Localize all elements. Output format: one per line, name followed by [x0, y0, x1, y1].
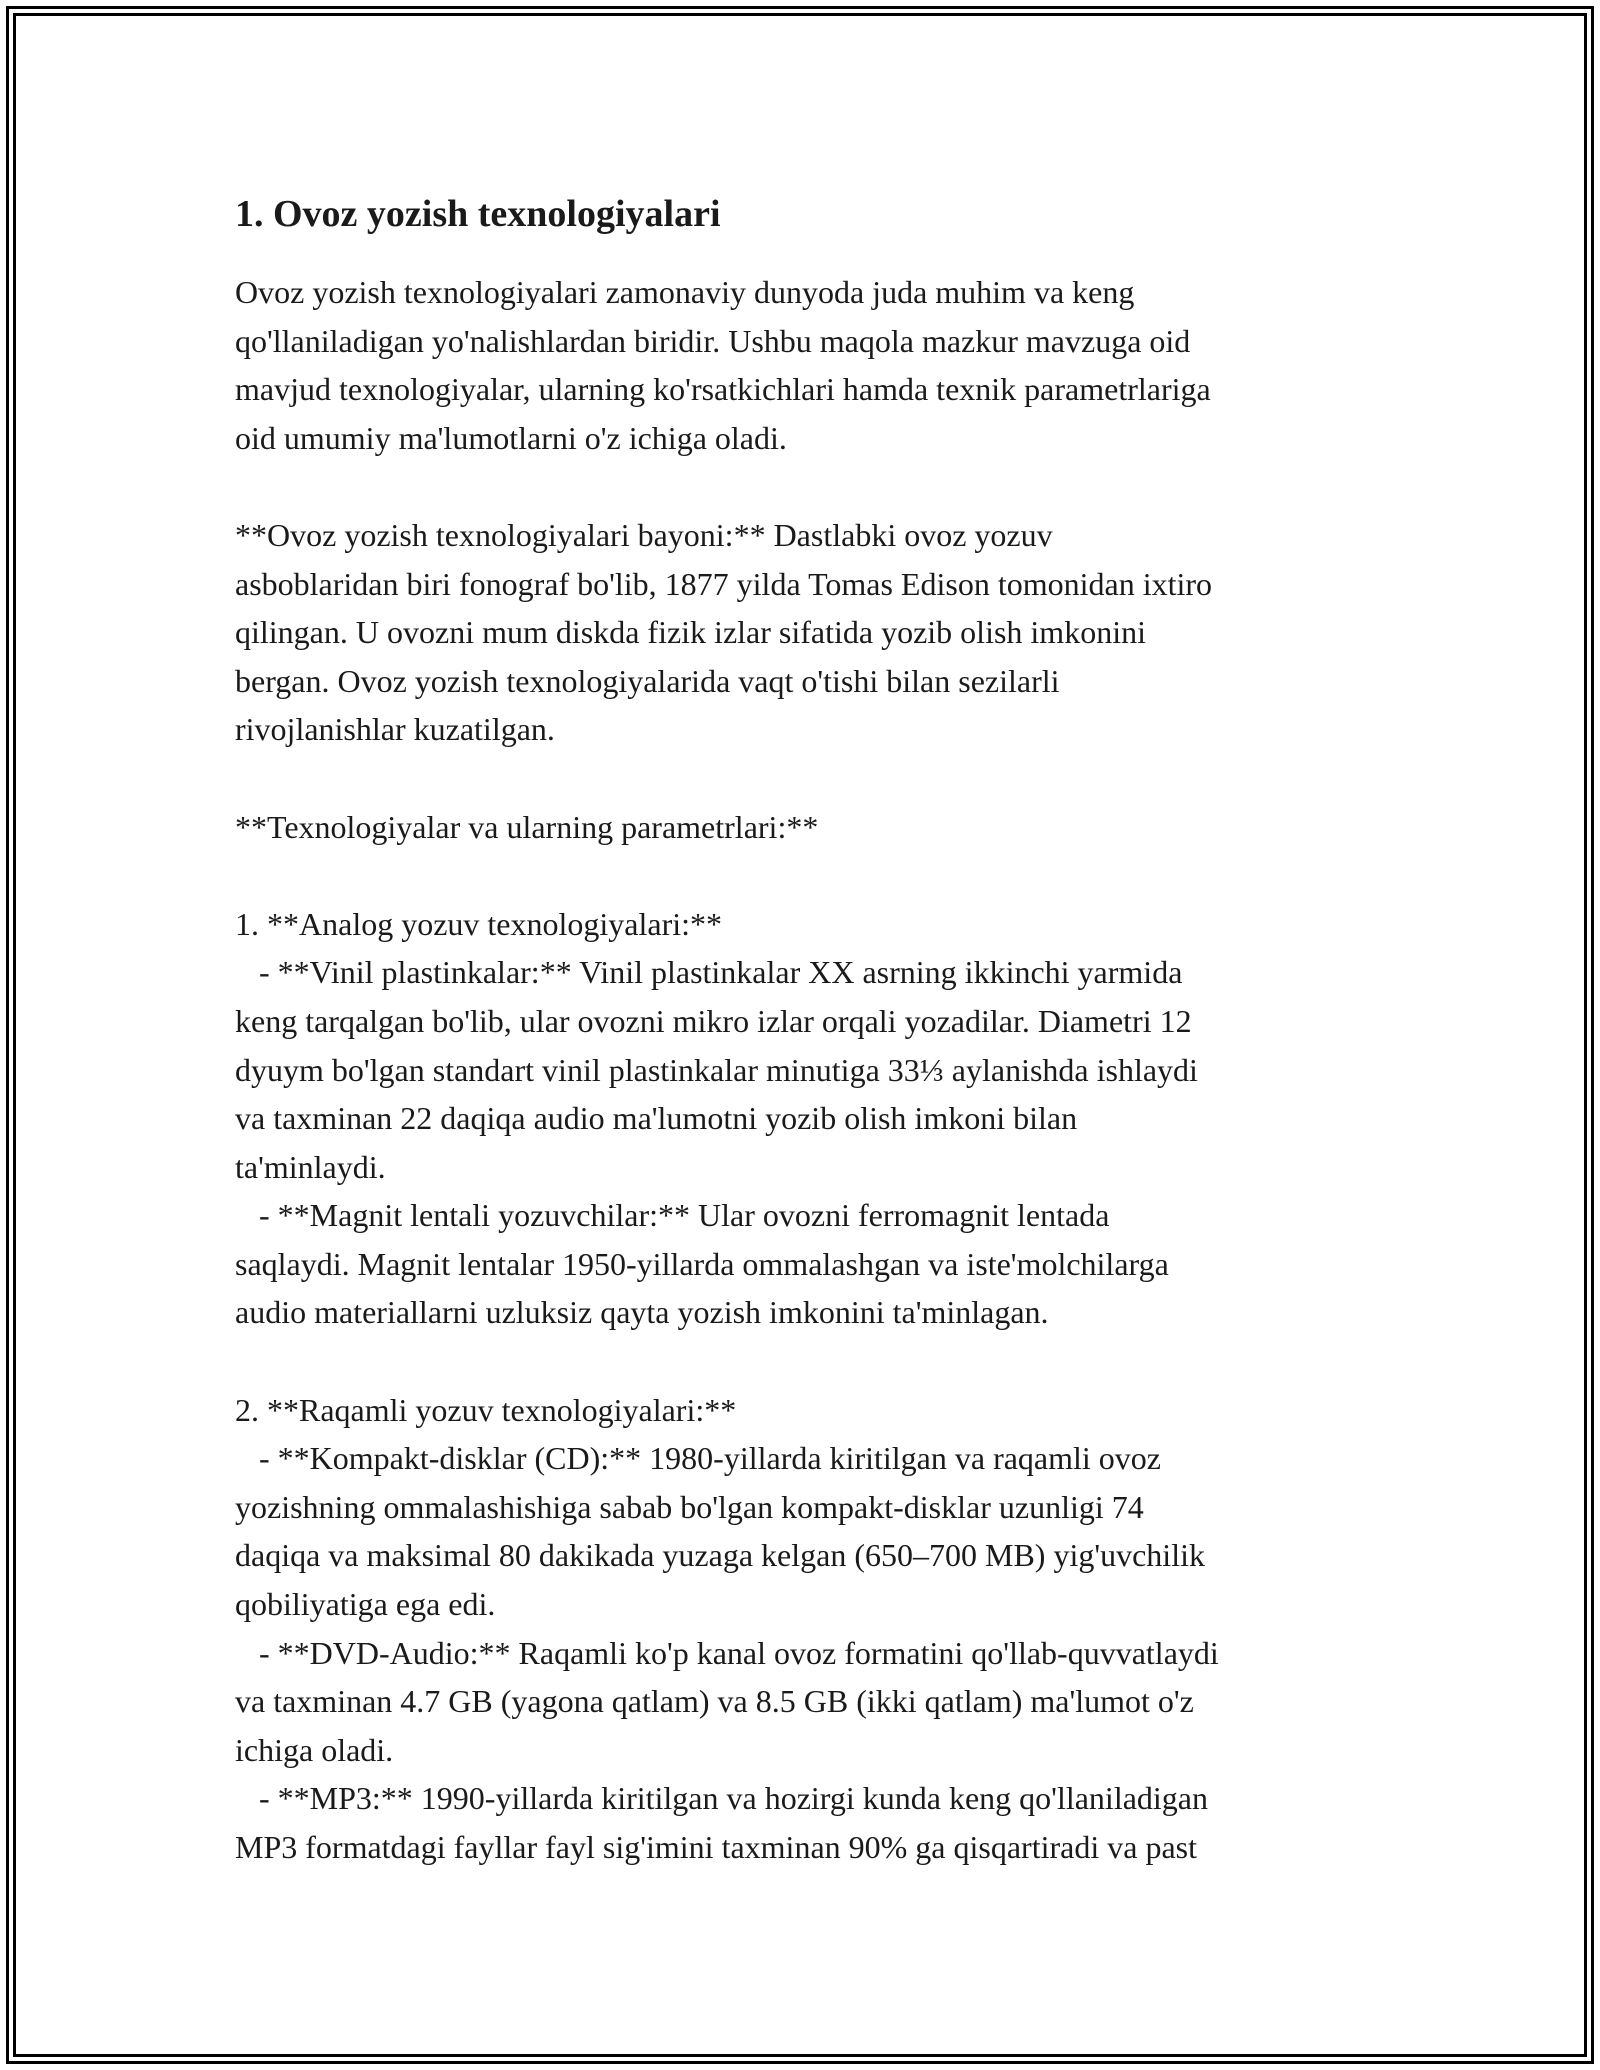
- section-heading: 1. Ovoz yozish texnologiyalari: [235, 193, 721, 235]
- document-body-text: Ovoz yozish texnologiyalari zamonaviy dunyoda juda muhim va keng qo'llaniladigan yo'nalishlardan biridir. Ushbu maqola mazkur mavzuga oid mavjud texnologiyalar, ularning ko'rsatkichlari hamda texnik parametrlariga oid umumiy ma'lumotlarni o'z ichiga oladi. **Ovoz yozish texnologiyalari bayoni:** Dastlabki ovoz yozuv asboblaridan biri fonograf bo'lib, 1877 yilda Tomas Edison tomonidan ixtiro qilingan. U ovozni mum diskda fizik izlar sifatida yozib olish imkonini bergan. Ovoz yozish texnologiyalarida vaqt o'tishi bilan sezilarli rivojlanishlar kuzatilgan. **Texnologiyalar va ularning parametrlari:** 1. **Analog yozuv texnologiyalari:** - **Vinil plastinkalar:** Vinil plastinkalar XX asrning ikkinchi yarmida keng tarqalgan bo'lib, ular ovozni mikro izlar orqali yozadilar. Diametri 12 dyuym bo'lgan standart vinil plastinkalar minutiga 33⅓ aylanishda ishlaydi va taxminan 22 daqiqa audio ma'lumotni yozib olish imkoni bilan ta'minlaydi. - **Magnit lentali yozuvchilar:** Ular ovozni ferromagnit lentada saqlaydi. Magnit lentalar 1950-yillarda ommalashgan va iste'molchilarga audio materiallarni uzluksiz qayta yozish imkonini ta'minlagan. 2. **Raqamli yozuv texnologiyalari:** - **Kompakt-disklar (CD):** 1980-yillarda kiritilgan va raqamli ovoz yozishning ommalashishiga sabab bo'lgan kompakt-disklar uzunligi 74 daqiqa va maksimal 80 dakikada yuzaga kelgan (650–700 MB) yig'uvchilik qobiliyatiga ega edi. - **DVD-Audio:** Raqamli ko'p kanal ovoz formatini qo'llab-quvvatlaydi va taxminan 4.7 GB (yagona qatlam) va 8.5 GB (ikki qatlam) ma'lumot o'z ichiga oladi. - **MP3:** 1990-yillarda kiritilgan va hozirgi kunda keng qo'llaniladigan MP3 formatdagi fayllar fayl sig'imini taxminan 90% ga qisqartiradi va past: [235, 274, 1219, 1865]
- document-page: [235, 186, 1375, 1872]
